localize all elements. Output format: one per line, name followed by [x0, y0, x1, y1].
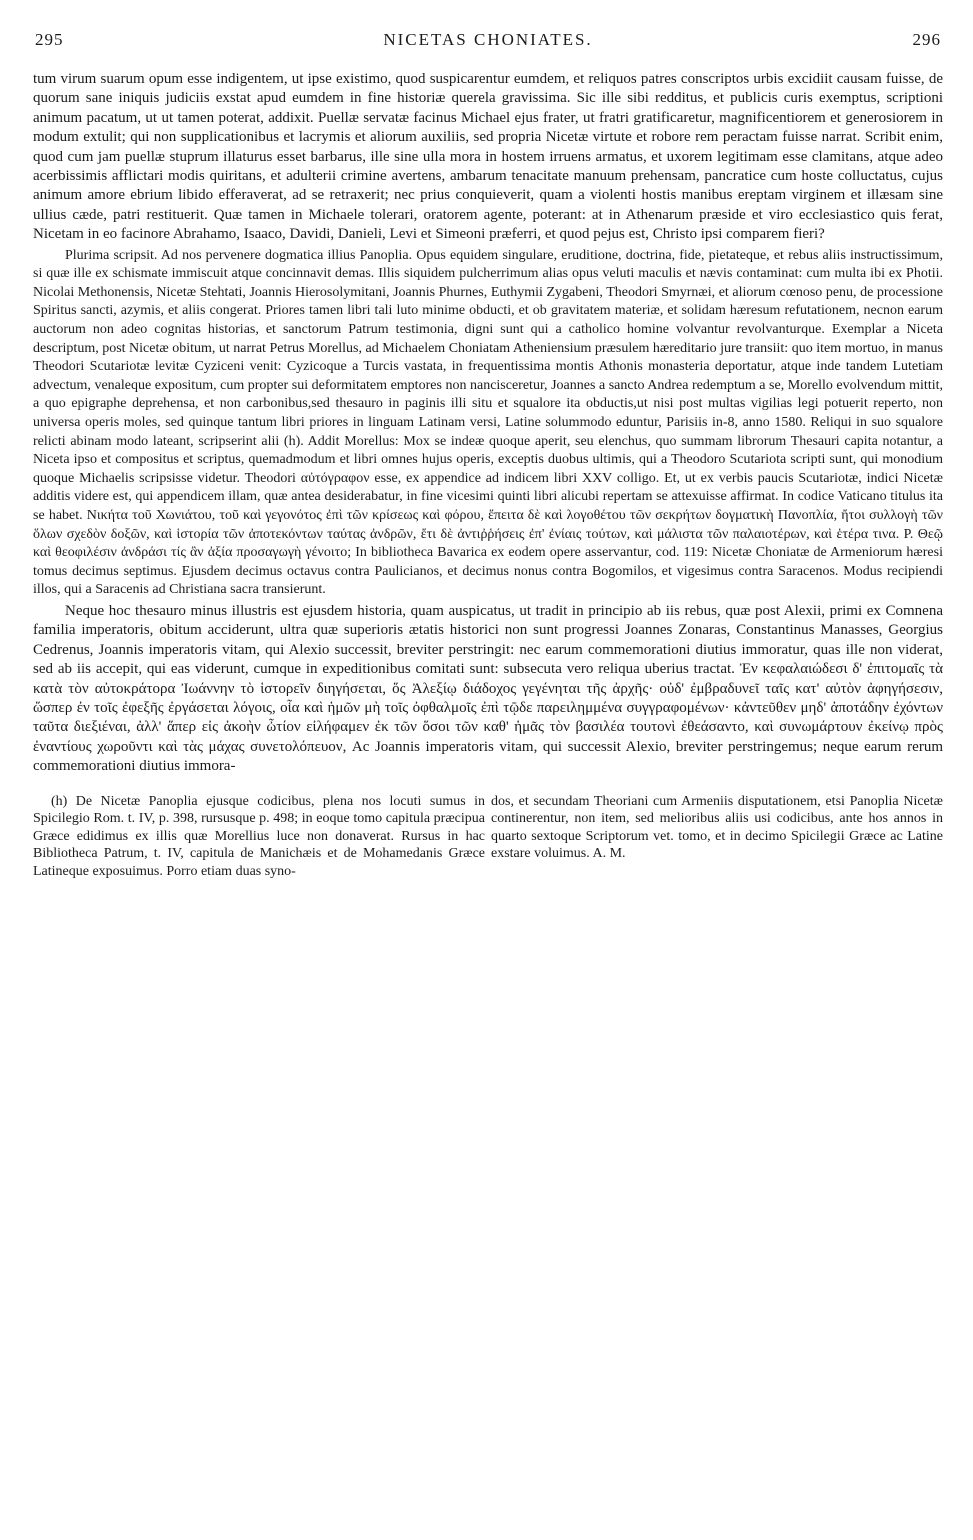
page-number-left: 295	[35, 30, 64, 49]
paragraph-1: tum virum suarum opum esse indigentem, ut ipse existimo, quod suspicarentur eumdem, et reliquos patres conscriptos urbis excidiit causam fuisse, de quorum sane iniquis judiciis exstat apud eumdem in fine historiæ querela gravissima. Sic ille sibi redditus, et publicis curis exemptus, scriptioni animum pacatum, ut ut tamen poterat, addixit. Puellæ servatæ facinus Michael ejus frater, ut fratri gratificaretur, magnificentiorem et generosiorem in modum extulit; qui non supplicationibus et lacrymis et aliorum auxiliis, sed propria Nicetæ virtute et robore rem peractam fuisse narrat. Scribit enim, quod cum jam puellæ stuprum illaturus esset barbarus, ille sine ulla mora in hostem irruens armatus, et uxorem legitimam esse clamitans, atque adeo acerbissimis afflictari modis quiritans, et adulterii crimine avertens, ambarum tenacitate manuum prehensam, pancratice cum hoste colluctatus, cujus animum amore ebrium libido efferaverat, ad se retraxerit; nec prius conquieverit, quam a violenti hostis manibus ereptam virginem et illæsam sine ullius cæde, patri restituerit. Quæ tamen in Michaele tolerari, oratorem agente, poterant: at in Athenarum præside et viro ecclesiastico quis ferat, Nicetam in eo facinore Abrahamo, Isaaco, Davidi, Danieli, Levi et Simeoni præferri, et quod pejus est, Christo ipsi comparem fieri?	[33, 71, 943, 243]
footnote-right-column: dos, et secundam Theoriani cum Armeniis disputationem, etsi Panoplia Nicetæ continerentur, non item, sed melioribus aliis usi codicibus, ante hos annos in quarto sextoque Scriptorum vet. tomo, et in decimo Spicilegii Græce ac Latine exstare voluimus. A. M.	[491, 793, 943, 862]
footnotes	[33, 793, 943, 881]
main-text	[33, 70, 943, 777]
paragraph-2: Plurima scripsit. Ad nos pervenere dogmatica illius Panoplia. Opus equidem singulare, eruditione, doctrina, fide, pietateque, et rebus aliis instructissimum, si quæ ille ex schismate immiscuit atque concinnavit demas. Illis siquidem pulcherrimum alias opus veluti maculis et nævis contaminat: cum multa ibi ex Photii. Nicolai Methonensis, Nicetæ Stehtati, Joannis Hierosolymitani, Joannis Phurnes, Euthymii Zygabeni, Theodori Smyrnæi, et aliorum cœnoso penu, de processione Spiritus sancti, azymis, et aliis congerat. Priores tamen libri tali luto minime obducti, et ob gravitatem materiæ, et solidam hæresum refutationem, necnon earum auctorum non adeo cognitas historias, et sanctorum Patrum testimonia, digni sunt qui a catholico homine volvantur revolvanturque. Exemplar a Niceta descriptum, post Nicetæ obitum, ut narrat Petrus Morellus, ad Michaelem Choniatam Atheniensium præsulem hæreditario jure transiit: quo item mortuo, in manus Theodori Scutariotæ levitæ Cyziceni venit: Cyzicoque a Turcis vastata, in frequentissima montis Athonis monasteria deportatur, atque inde tandem Lutetiam advectum, venaleque expositum, cum propter sui deformitatem emptores non nancisceretur, Joannes a sancto Andrea redemptum a se, Morello evolvendum mittit, a quo epigraphe deprehensa, et non carbonibus,sed thesauro in paginis illi situ et squalore ita obductis,ut nisi post multas vigilias legi potuerit reperto, non universa operis moles, sed quinque tantum libri priores in linguam Latinam versi, Latine solummodo eduntur, Parisiis in-8, anno 1580. Reliqui in suo squalore relicti abinam modo lateant, scripserint alii (h). Addit Morellus: Mox se indeæ quoque aperit, seu elenchus, quo summam librorum Thesauri capita notantur, a Niceta ipso et compositus et scriptus, quemadmodum et libri omnes hujus operis, exceptis duobus ultimis, qui a Theodoro Scutariota scripti sunt, qui monodium quoque Michaelis scripsisse videtur. Theodori αὐτόγραφον esse, ex appendice ad indicem libri XXV colligo. Et, ut ex verbis paucis Scutariotæ, indici Nicetæ additis videre est, qui appendicem illam, quæ antea desiderabatur, in fine vicesimi quinti libri alicubi repertam se attexuisse affirmat. In codice Vaticano titulus ita se habet. Νικήτα τοῦ Χωνιάτου, τοῦ καὶ γεγονότος ἐπὶ τῶν κρίσεως καὶ φόρου, ἔπειτα δὲ καὶ λογοθέτου τῶν σεκρήτων δογματικὴ Πανοπλία, ἤτοι συλλογὴ τῶν ὅλων σχεδὸν δοξῶν, καὶ ἱστορία τῶν ἀποτεκόντων ταύτας ἀνδρῶν, ἔτι δὲ ἀντιῤῥήσεις ἐπ' ἐνίαις τούτων, καὶ μάλιστα τῶν παλαιοτέρων, καὶ ἑτέρα τινα. P. Θεῷ καὶ θεοφιλέσιν ἀνδράσι τίς ἂν ἀξία προσαγωγὴ γένοιτο; In bibliotheca Bavarica ex eodem opere asservantur, cod. 119: Nicetæ Choniatæ de Armeniorum hæresi tomus decimus septimus. Ejusdem decimus octavus contra Paulicianos, et decimus nonus contra Bogomilos, et vigesimus contra Saracenos. Modus recipiendi illos, qui a Saracenis ad Christiana sacra transierunt.	[33, 247, 943, 598]
footnote-left-column: (h) De Nicetæ Panoplia ejusque codicibus, plena nos locuti sumus in Spicilegio Rom. t. IV, p. 398, rursusque p. 498; in eoque tomo capitula præcipua Græce edidimus ex illis quæ Morellius luce non donaverat. Rursus in hac Bibliotheca Patrum, t. IV, capitula de Manichæis et de Mohamedanis Græce Latineque exposuimus. Porro etiam duas syno-	[33, 793, 485, 879]
running-title: NICETAS CHONIATES.	[383, 30, 593, 49]
paragraph-3: Neque hoc thesauro minus illustris est ejusdem historia, quam auspicatus, ut tradit in principio ab iis rebus, quæ post Alexii, primi ex Comnena familia imperatoris, obitum acciderunt, ultra quæ superioris ætatis historici non sunt progressi Joannes Zonaras, Constantinus Manasses, Georgius Cedrenus, Joannis imperatoris vitam, qui Alexio successit, breviter perstringit: nec earum commemorationi diutius immoratur, quas ille non viderat, sed ab iis accepit, qui eas viderunt, cumque in expeditionibus comitati sunt: subsecuta vero reliqua uberius tractat. Ἐν κεφαλαιώδεσι δ' ἐπιτομαῖς τὰ κατὰ τὸν αὐτοκράτορα Ἰωάννην τὸ ἱστορεῖν διηγήσεται, ὅς Ἀλεξίῳ διάδοχος γεγένηται τῆς ἀρχῆς· οὐδ' ἐμβραδυνεῖ ταῖς κατ' αὐτὸν ἀφηγήσεσιν, ὥσπερ ἐν τοῖς ἐφεξῆς ἐργάσεται λόγοις, οἷα καὶ ἡμῶν μὴ τοῖς ὀφθαλμοῖς ἐπὶ τῷδε παρειλημμένα συγγραφομένων· κἀντεῦθεν μηδ' ἀποτάδην ἐχόντων ταῦτα διεξιέναι, ἀλλ' ἅπερ εἰς ἀκοὴν ὦτίον εἰλήφαμεν ἐκ τῶν ὅσοι τῶν καθ' ἡμᾶς τὸν βασιλέα τουτονὶ ἐθεάσαντο, καὶ συνωμάρτουν ἐκείνῳ πρὸς ἐναντίους χωροῦντι καὶ τὰς μάχας συνετολόπευον, Ac Joannis imperatoris vitam, qui successit Alexio, breviter perstringemus; neque earum rerum commemorationi diutius immora-	[33, 602, 943, 775]
running-header	[35, 30, 941, 56]
page-number-right: 296	[912, 30, 941, 49]
